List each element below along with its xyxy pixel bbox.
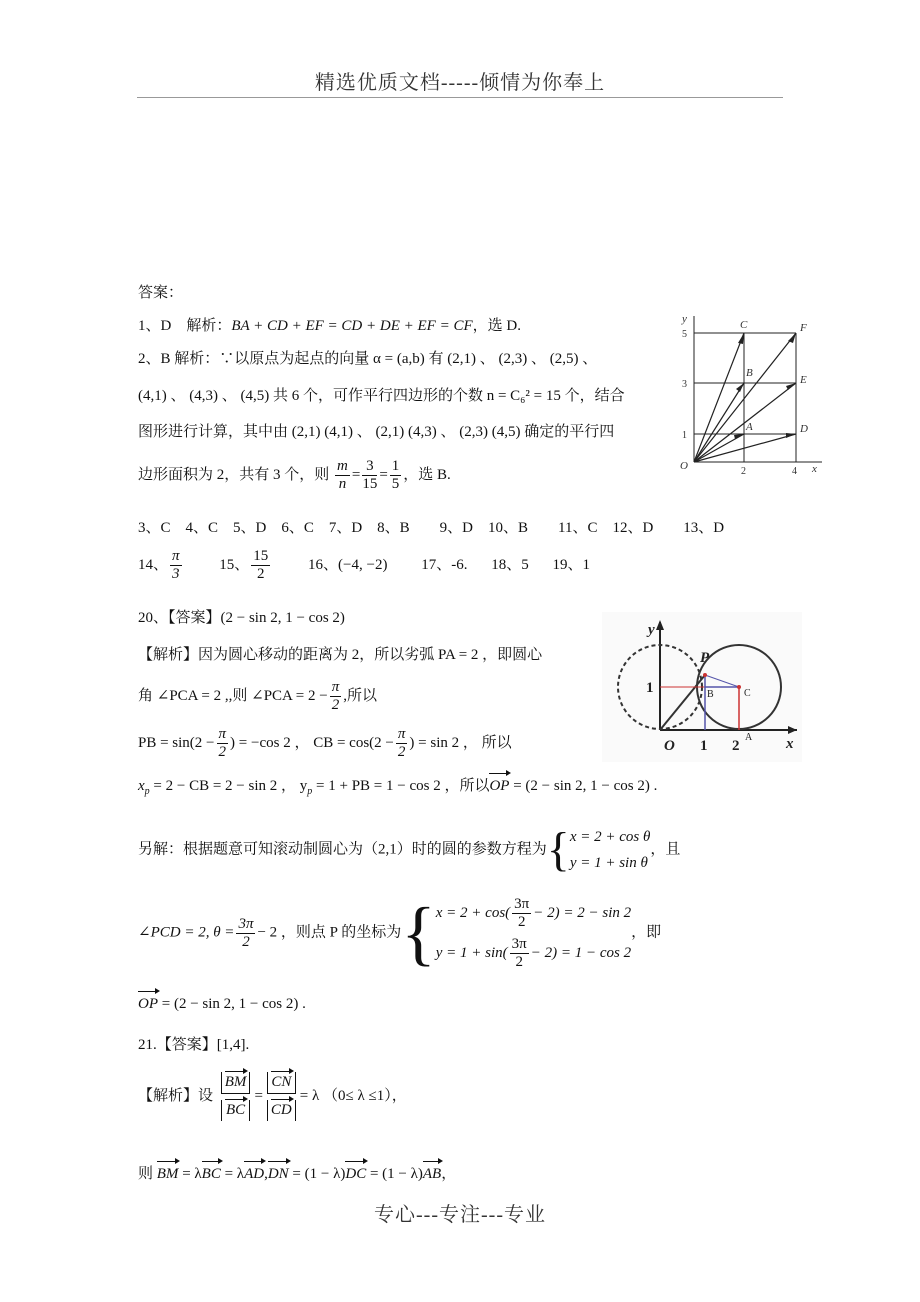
y-label: y <box>648 622 655 638</box>
q21-line1: 【解析】设 $\frac{BM}{BC}$ = $\frac{CN}{CD}$ = λ （0≤ λ ≤1）， <box>138 1072 407 1121</box>
point-A: A <box>745 732 753 743</box>
q17-answer: 17、-6. <box>421 556 468 573</box>
q2-line3: 图形进行计算，其中由 (2,1) (4,1) 、 (2,1) (4,3) 、 (2,3) (4,5) 确定的平行四 <box>138 424 615 440</box>
q15-label: 15、 <box>219 556 250 573</box>
point-C: C <box>744 688 751 699</box>
q20-answer: 20、【答案】(2 − sin 2, 1 − cos 2) <box>138 610 345 626</box>
q18-answer: 18、5 <box>491 556 529 573</box>
q20-final: OP = (2 − sin 2, 1 − cos 2) . <box>138 996 306 1012</box>
tick-x2: 2 <box>741 466 746 474</box>
tick-x4: 4 <box>792 466 797 474</box>
arrowhead-C <box>738 333 744 344</box>
q1-prefix: 1、D 解析： <box>138 318 232 334</box>
tick-1-y: 1 <box>646 680 654 696</box>
origin-label: O <box>680 460 688 472</box>
header-divider <box>137 97 783 98</box>
q20-line1: 【解析】因为圆心移动的距离为 2，所以劣弧 PA = 2 ，即圆心 <box>138 647 543 663</box>
arrowhead-B <box>736 383 744 392</box>
q20-line4: $x_p = 2$ − CB = 2 − sin 2 ， $y_p = 1$ + PB = 1 − cos 2 ，所以OP = (2 − sin 2, 1 − cos 2) . <box>138 778 658 797</box>
q20-line3: PB = sin(2 − $\frac{\pi}{2}$ ) = −cos 2 ， CB = cos(2 − $\frac{\pi}{2}$ ) = sin 2 ， 所以 <box>138 726 512 760</box>
tick-y5: 5 <box>682 329 687 340</box>
q2-line1: 2、B 解析：∵以原点为起点的向量 α = (a,b) 有 (2,1) 、 (2,3) 、 (2,5) 、 <box>138 351 598 367</box>
q21-answer: 21.【答案】[1,4]. <box>138 1037 250 1053</box>
vector-OP: OP <box>489 778 510 794</box>
frac-pi-2: $\frac{\pi}{2}$ <box>331 679 340 713</box>
frac-BM-BC: $\frac{BM}{BC}$ <box>221 1072 251 1121</box>
q16-answer: 16、(−4, −2) <box>308 556 388 573</box>
x-label: x <box>786 736 794 752</box>
arrowhead-A <box>734 434 744 439</box>
page-footer: 专心---专注---专业 <box>374 1204 546 1226</box>
vector-OF <box>694 333 796 462</box>
q14-label: 14、 <box>138 556 169 573</box>
frac-1-5: $\frac{1}{5}$ <box>391 458 400 492</box>
q15-frac: $\frac{15}{2}$ <box>253 548 269 582</box>
point-F: F <box>800 322 807 334</box>
q2-line4-post: ，选 B. <box>403 466 451 483</box>
answers-row-3-13: 3、C 4、C 5、D 6、C 7、D 8、B 9、D 10、B 11、C 12、D 13、D <box>138 520 725 536</box>
vector-OA <box>694 434 744 462</box>
q20-alt-line2: ∠PCD = 2, θ = $\frac{3\pi}{2}$ − 2 ，则点 P 的坐标为{ x = 2 + cos( $\frac{3\pi}{2}$ − 2) = 2 − sin 2 y = 1 + sin( $\frac{3\pi}{2}$ − 2) = 1 − cos 2 ，即 <box>138 893 662 973</box>
q20-alt-line1: 另解：根据题意可知滚动制圆心为（2,1）时的圆的参数方程为{ x = 2 + cos θ y = 1 + sin θ ，且 <box>138 823 681 876</box>
point-P-dot <box>703 673 707 677</box>
q1-equation: BA + CD + EF = CD + DE + EF = CF <box>231 318 473 334</box>
q14-frac: $\frac{\pi}{3}$ <box>172 548 180 582</box>
frac-m-n: $\frac{m}{n}$ <box>337 458 348 492</box>
param-system: x = 2 + cos θ y = 1 + sin θ <box>569 829 651 871</box>
frac-CN-CD: $\frac{CN}{CD}$ <box>267 1072 296 1121</box>
point-A: A <box>746 421 753 433</box>
y-label: y <box>682 313 687 325</box>
answers-label: 答案： <box>138 285 184 301</box>
tick-1-x: 1 <box>700 738 708 754</box>
q19-answer: 19、1 <box>552 556 590 573</box>
point-C-dot <box>737 685 741 689</box>
point-D: D <box>800 423 808 435</box>
point-B: B <box>746 367 753 379</box>
q1-line <box>138 316 521 336</box>
point-B: B <box>707 689 714 700</box>
point-E: E <box>800 374 807 386</box>
vector-grid-figure <box>672 312 832 474</box>
frac-3-15: $\frac{3}{15}$ <box>362 458 378 492</box>
point-C: C <box>740 319 748 331</box>
answers-row-14-19 <box>138 548 590 583</box>
origin-label: O <box>664 738 675 754</box>
x-label: x <box>812 463 817 474</box>
rolling-circle-figure <box>602 612 802 762</box>
tick-y1: 1 <box>682 430 687 441</box>
q2-line4: 边形面积为 2，共有 3 个，则 $\frac{m}{n}$ = $\frac{3}{15}$ = $\frac{1}{5}$ ，选 B. <box>138 458 451 492</box>
q1-suffix: ，选 D. <box>472 318 521 334</box>
tick-2-x: 2 <box>732 738 740 754</box>
arrowhead-E <box>786 383 796 390</box>
page-header: 精选优质文档-----倾情为你奉上 <box>314 72 606 94</box>
q21-line2: 则 BM = λBC = λAD,DN = (1 − λ)DC = (1 − λ)AB， <box>138 1166 457 1182</box>
tick-y3: 3 <box>682 379 687 390</box>
point-p-system: x = 2 + cos( $\frac{3\pi}{2}$ − 2) = 2 − sin 2 y = 1 + sin( $\frac{3\pi}{2}$ − 2) = 1 − cos 2 <box>435 896 632 971</box>
point-P: P <box>700 650 710 666</box>
q2-line4-pre: 边形面积为 2，共有 3 个，则 <box>138 466 330 483</box>
q20-line2: 角 ∠PCA = 2 ,,则 ∠PCA = 2 − $\frac{\pi}{2}$ ,所以 <box>138 679 378 713</box>
q2-line2: (4,1) 、 (4,3) 、 (4,5) 共 6 个，可作平行四边形的个数 n = C₆² = 15 个，结合 <box>138 388 625 404</box>
